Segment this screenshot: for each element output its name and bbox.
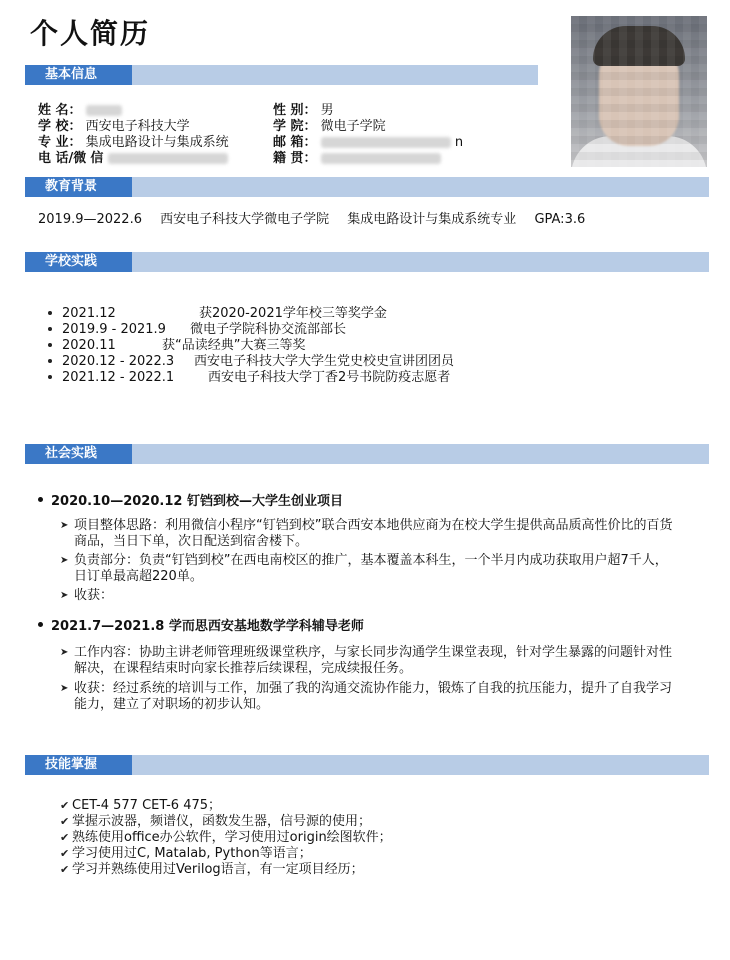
project-title: 2021.7—2021.8 学而思西安基地数学学科辅导老师 [38,615,364,634]
major-value: 集成电路设计与集成系统 [85,135,229,150]
project-detail: ➤ 收获：经过系统的培训与工作，加强了我的沟通交流协作能力，锻炼了自我的抗压能力，提升了自我学习能力，建立了对职场的初步认知。 [60,681,673,712]
section-education-bar [25,177,709,197]
college-row [273,119,386,135]
phone-label-tail: 信 [90,151,104,166]
name-row [38,103,122,119]
redacted-phone [108,153,228,164]
school-item: 2021.12 获2020-2021学年校三等奖学金 [48,306,387,322]
education-line [38,208,599,227]
edu-gpa: GPA:3.6 [534,212,586,227]
school-row [38,119,190,135]
hometown-row [273,151,441,167]
redacted-email [321,137,451,148]
gender-value: 男 [320,103,334,118]
gender-row [273,103,334,119]
skill-item: ✔ CET-4 577 CET-6 475； [60,798,222,813]
project-detail: ➤ 工作内容：协助主讲老师管理班级课堂秩序，与家长同步沟通学生课堂表现，针对学生暴露的问题针对性解决，在课程结束时向家长推荐后续课程，完成续报任务。 [60,645,673,676]
skill-item: ✔ 熟练使用office办公软件，学习使用过origin绘图软件； [60,830,392,845]
edu-period: 2019.9—2022.6 [38,212,142,227]
section-school-bar [25,252,709,272]
gender-label: 性 别： [273,103,317,118]
school-label: 学 校： [38,119,82,134]
section-skills-title: 技能掌握 [25,755,132,775]
school-item: 2021.12 - 2022.1 西安电子科技大学丁香2号书院防疫志愿者 [48,370,450,386]
section-social-bar [25,444,709,464]
phone-label: 电 话/微 [38,151,87,166]
skill-item: ✔ 学习并熟练使用过Verilog语言，有一定项目经历； [60,862,364,877]
name-label: 姓 名： [38,103,82,118]
school-item: 2020.12 - 2022.3 西安电子科技大学大学生党史校史宣讲团团员 [48,354,454,370]
section-school-title: 学校实践 [25,252,132,272]
college-value: 微电子学院 [320,119,386,134]
edu-school: 西安电子科技大学微电子学院 [160,212,330,227]
section-education-title: 教育背景 [25,177,132,197]
skill-item: ✔ 掌握示波器，频谱仪，函数发生器，信号源的使用； [60,814,372,829]
project-detail: ➤ 项目整体思路：利用微信小程序“钉铛到校”联合西安本地供应商为在校大学生提供高品质高性价比的百货商品，当日下单，次日配送到宿舍楼下。 [60,518,673,549]
project-title: 2020.10—2020.12 钉铛到校—大学生创业项目 [38,490,343,509]
section-social-title: 社会实践 [25,444,132,464]
section-basic-title: 基本信息 [25,65,132,85]
phone-row [38,151,228,167]
page-title: 个人简历 [30,17,151,50]
school-item: 2020.11 获“品读经典”大赛三等奖 [48,338,305,354]
college-label: 学 院： [273,119,317,134]
profile-photo [571,16,707,167]
school-item: 2019.9 - 2021.9 微电子学院科协交流部部长 [48,322,346,338]
redacted-name [86,105,122,116]
project-detail: ➤ 收获： [60,588,114,603]
edu-major: 集成电路设计与集成系统专业 [347,212,517,227]
section-basic-bar [25,65,538,85]
skill-item: ✔ 学习使用过C, Matalab, Python等语言； [60,846,312,861]
hometown-label: 籍 贯： [273,151,317,166]
email-row [273,135,463,151]
redacted-hometown [321,153,441,164]
school-value: 西安电子科技大学 [85,119,190,134]
major-label: 专 业： [38,135,82,150]
email-tail: n [454,135,464,150]
email-label: 邮 箱： [273,135,317,150]
project-detail: ➤ 负责部分：负责“钉铛到校”在西电南校区的推广，基本覆盖本科生，一个半月内成功获取用户超7千人，日订单最高超220单。 [60,553,668,584]
section-skills-bar [25,755,709,775]
major-row [38,135,229,151]
